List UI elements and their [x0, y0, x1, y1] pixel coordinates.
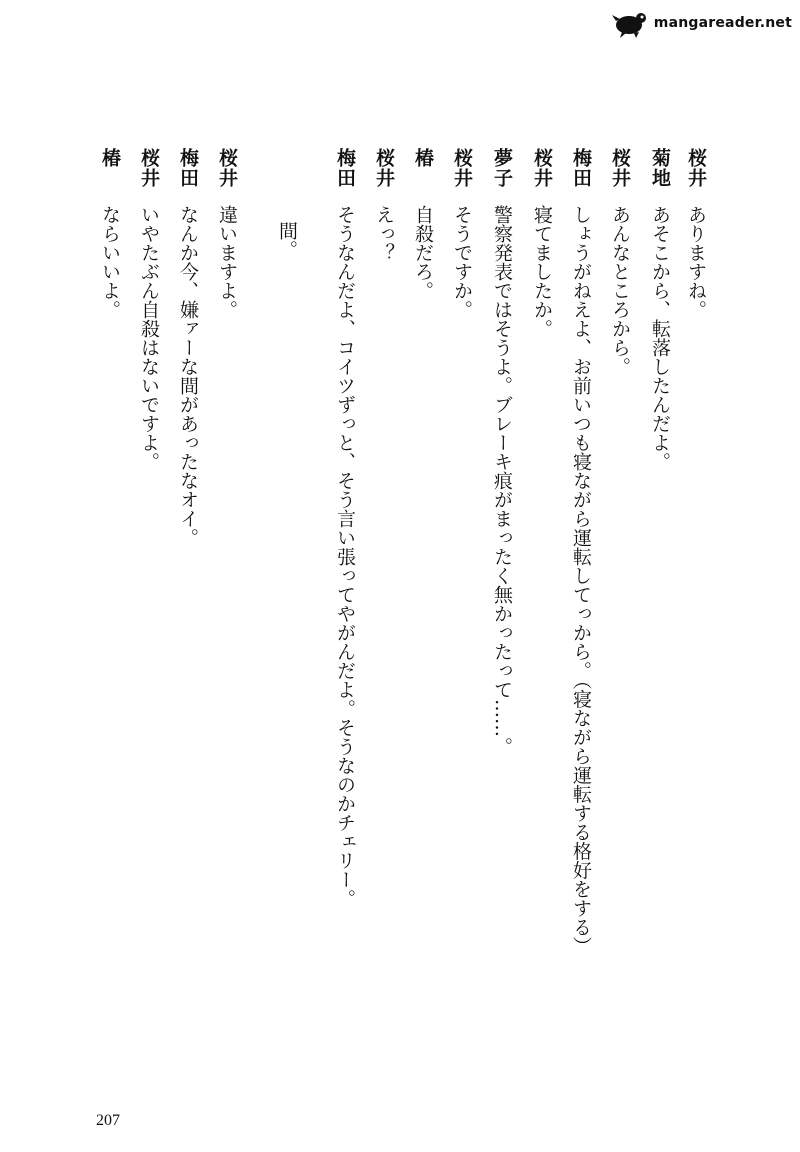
dialogue-line: [408, 148, 438, 300]
dialogue-text: 違いますよ。: [216, 205, 238, 319]
speaker-name: 桜井: [216, 148, 238, 188]
dialogue-text: 自殺だろ。: [412, 205, 434, 300]
speaker-name: 梅田: [334, 148, 356, 188]
stage-direction-text: 間。: [276, 221, 298, 259]
dialogue-line: [605, 148, 635, 376]
dialogue-line: [369, 148, 399, 262]
speaker-name: 椿: [412, 148, 434, 168]
dialogue-line: [645, 148, 675, 471]
speaker-name: 桜井: [685, 148, 707, 188]
dialogue-text: しょうがねえよ、お前いつも寝ながら運転してっから。（寝ながら運転する格好をする）: [570, 205, 592, 956]
speaker-name: 桜井: [451, 148, 473, 188]
dialogue-text: ならいいよ。: [99, 205, 121, 319]
dialogue-line: [487, 148, 517, 756]
page-number: 207: [96, 1112, 120, 1129]
dialogue-text: そうですか。: [451, 205, 473, 319]
speaker-name: 夢子: [491, 148, 513, 188]
dialogue-line: [134, 148, 164, 471]
dialogue-line: [330, 148, 360, 908]
dialogue-text: 寝てましたか。: [531, 205, 553, 338]
dialogue-text: ありますね。: [685, 205, 707, 319]
speaker-name: 梅田: [570, 148, 592, 188]
dialogue-text: なんか今、嫌ァーな間があったなオイ。: [177, 205, 199, 547]
dialogue-text: そうなんだよ、コイツずっと、そう言い張ってやがんだよ。そうなのかチェリー。: [334, 205, 356, 908]
dialogue-line: [566, 148, 596, 956]
dialogue-line: [681, 148, 711, 319]
dialogue-text: 警察発表ではそうよ。ブレーキ痕がまったく無かったって……。: [491, 205, 513, 756]
speaker-name: 椿: [99, 148, 121, 168]
watermark: [612, 6, 792, 40]
dialogue-line: [173, 148, 203, 547]
speaker-name: 桜井: [373, 148, 395, 188]
dialogue-line: [212, 148, 242, 319]
dialogue-text: あそこから、転落したんだよ。: [649, 205, 671, 471]
dialogue-text: いやたぶん自殺はないですよ。: [138, 205, 160, 471]
stage-direction: [272, 221, 302, 259]
dialogue-line: [527, 148, 557, 338]
dialogue-line: [95, 148, 125, 319]
dialogue-text: えっ？: [373, 205, 395, 262]
speaker-name: 桜井: [609, 148, 631, 188]
watermark-text: mangareader.net: [653, 15, 792, 31]
speaker-name: 桜井: [138, 148, 160, 188]
dialogue-text: あんなところから。: [609, 205, 631, 376]
speaker-name: 菊地: [649, 148, 671, 188]
speaker-name: 桜井: [531, 148, 553, 188]
speaker-name: 梅田: [177, 148, 199, 188]
logo-mark-icon: [612, 7, 652, 39]
dialogue-line: [447, 148, 477, 319]
